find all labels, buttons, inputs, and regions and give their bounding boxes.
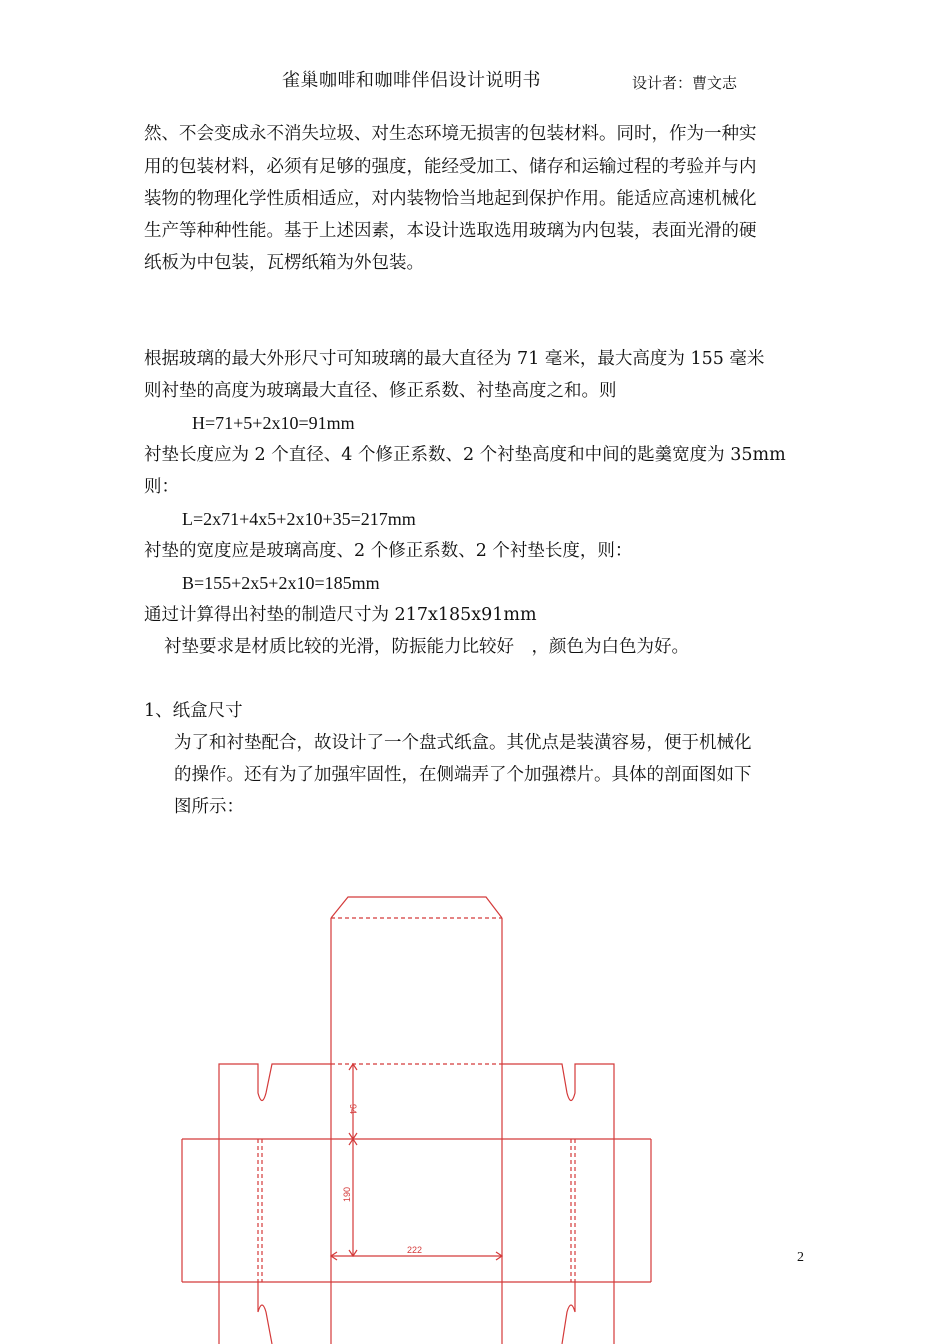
paragraph-line: 通过计算得出衬垫的制造尺寸为 217x185x91mm bbox=[144, 605, 537, 625]
document-title: 雀巢咖啡和咖啡伴侣设计说明书 bbox=[282, 70, 541, 91]
paragraph-line: 衬垫的宽度应是玻璃高度、2 个修正系数、2 个衬垫长度，则： bbox=[144, 541, 633, 561]
dimension-label-190: 190 bbox=[342, 1186, 352, 1202]
paragraph-line: 衬垫要求是材质比较的光滑，防振能力比较好 ，颜色为白色为好。 bbox=[164, 637, 689, 657]
paragraph-line: 图所示： bbox=[174, 797, 244, 817]
dust-flap-left-top bbox=[219, 1064, 331, 1139]
paragraph-line: 纸板为中包装，瓦楞纸箱为外包装。 bbox=[144, 253, 424, 273]
tuck-flap bbox=[331, 897, 502, 918]
paragraph-line: 用的包装材料，必须有足够的强度，能经受加工、储存和运输过程的考验并与内 bbox=[144, 157, 757, 177]
paragraph-line: 为了和衬垫配合，故设计了一个盘式纸盒。其优点是装潢容易，便于机械化 bbox=[174, 733, 752, 753]
dimension-label-94: 94 bbox=[348, 1104, 358, 1115]
equation-width: B=155+2x5+2x10=185mm bbox=[182, 573, 380, 593]
paragraph-line: 装物的物理化学性质相适应，对内装物恰当地起到保护作用。能适应高速机械化 bbox=[144, 189, 757, 209]
paragraph-line: 然、不会变成永不消失垃圾、对生态环境无损害的包装材料。同时，作为一种实 bbox=[144, 124, 757, 144]
designer-credit: 设计者：曹文志 bbox=[632, 74, 738, 92]
page-number: 2 bbox=[797, 1250, 804, 1265]
section-title: 1、纸盒尺寸 bbox=[144, 701, 243, 721]
paragraph-line: 衬垫长度应为 2 个直径、4 个修正系数、2 个衬垫高度和中间的匙羹宽度为 35mm bbox=[144, 445, 786, 465]
dimension-label-222: 222 bbox=[407, 1245, 423, 1255]
paragraph-line: 的操作。还有为了加强牢固性，在侧端弄了个加强襟片。具体的剖面图如下 bbox=[174, 765, 752, 785]
dust-flap-right-top bbox=[502, 1064, 614, 1139]
dust-flap-left-bottom bbox=[258, 1282, 272, 1344]
paragraph-line: 则衬垫的高度为玻璃最大直径、修正系数、衬垫高度之和。则 bbox=[144, 381, 617, 401]
dust-flap-right-bottom bbox=[562, 1282, 575, 1344]
paragraph-line: 根据玻璃的最大外形尺寸可知玻璃的最大直径为 71 毫米，最大高度为 155 毫米 bbox=[144, 349, 765, 369]
paragraph-line: 生产等种种性能。基于上述因素，本设计选取选用玻璃为内包装，表面光滑的硬 bbox=[144, 221, 757, 241]
paragraph-line: 则： bbox=[144, 477, 179, 497]
equation-height: H=71+5+2x10=91mm bbox=[192, 413, 355, 433]
equation-length: L=2x71+4x5+2x10+35=217mm bbox=[182, 509, 416, 529]
